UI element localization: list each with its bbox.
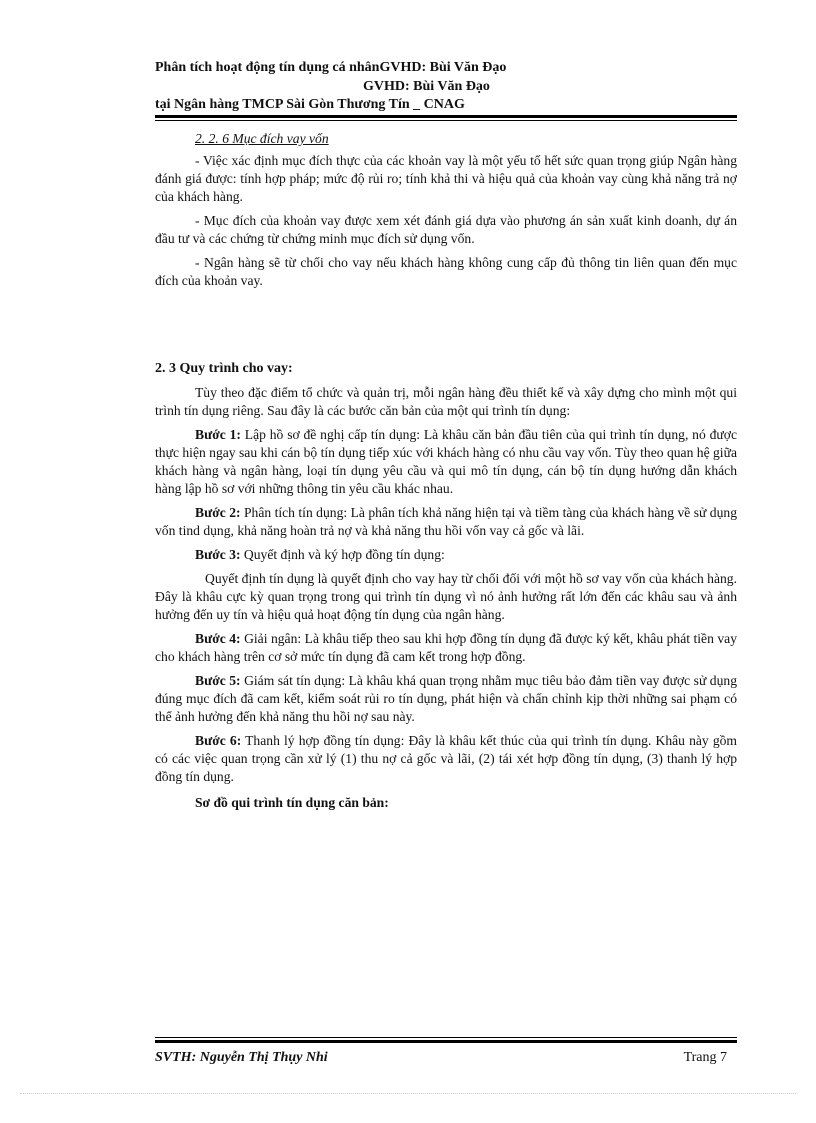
header-title-line1: Phân tích hoạt động tín dụng cá nhânGVHD: Bùi Văn Đạo — [155, 60, 507, 75]
step-text: Giải ngân: Là khâu tiếp theo sau khi hợp đồng tín dụng đã được ký kết, khâu phát tiền vay cho khách hàng trên cơ sở mức tín dụng đã cam kết trong hợp đồng. — [155, 631, 737, 664]
step-text: Phân tích tín dụng: Là phân tích khả năng hiện tại và tiềm tàng của khách hàng về sử dụng vốn tind dụng, khả năng hoàn trả nợ và khả năng thu hồi vốn vay cả gốc và lãi. — [155, 505, 737, 538]
content-23 — [155, 360, 737, 812]
section-title: 2. 3 Quy trình cho vay: — [155, 361, 293, 376]
step-label: Bước 6: — [195, 733, 242, 748]
step-3 — [155, 546, 737, 564]
step-6 — [155, 732, 737, 786]
step-label: Bước 1: — [195, 427, 241, 442]
step-4 — [155, 630, 737, 666]
paragraph: - Ngân hàng sẽ từ chối cho vay nếu khách hàng không cung cấp đủ thông tin liên quan đến mục đích của khoản vay. — [155, 255, 737, 288]
step-1 — [155, 426, 737, 498]
step-text: Lập hồ sơ đề nghị cấp tín dụng: Là khâu căn bản đầu tiên của qui trình tín dụng, nó được thực hiện ngay sau khi cán bộ tín dụng tiếp xúc với khách hàng có nhu cầu vay vốn. Tùy theo quan hệ giữa khách hàng và ngân hàng, loại tín dụng yêu cầu và qui mô tín dụng, cán bộ tín dụng hướng dẫn khách hàng lập hồ sơ với những thông tin yêu cầu khác nhau. — [155, 427, 737, 496]
step-text: Quyết định và ký hợp đồng tín dụng: — [240, 547, 445, 562]
page-number: Trang 7 — [683, 1050, 727, 1065]
step-label: Bước 2: — [195, 505, 241, 520]
content-226 — [155, 130, 737, 290]
step-2 — [155, 504, 737, 540]
header-title-line2: tại Ngân hàng TMCP Sài Gòn Thương Tín _ CNAG — [155, 97, 465, 112]
step-text: Thanh lý hợp đồng tín dụng: Đây là khâu kết thúc của qui trình tín dụng. Khâu này gồm có các việc quan trọng cần xử lý (1) thu nợ cả gốc và lãi, (2) tái xét hợp đồng tín dụng, (3) thanh lý hợp đồng tín dụng. — [155, 733, 738, 784]
step-text: Giám sát tín dụng: Là khâu khá quan trọng nhằm mục tiêu bảo đảm tiền vay được sử dụng đúng mục đích đã cam kết, kiểm soát rủi ro tín dụng, phát hiện và chấn chỉnh kịp thời những sai phạm có thể ảnh hưởng đến khả năng thu hồi nợ sau này. — [155, 673, 737, 724]
paragraph: - Mục đích của khoản vay được xem xét đánh giá dựa vào phương án sản xuất kinh doanh, dự án đầu tư và các chứng từ chứng minh mục đích sử dụng vốn. — [155, 213, 737, 246]
diagram-title: Sơ đồ qui trình tín dụng căn bản: — [195, 795, 389, 810]
paragraph: - Việc xác định mục đích thực của các khoản vay là một yếu tố hết sức quan trọng giúp Ngân hàng đánh giá được: tính hợp pháp; mức độ rủi ro; tính khả thi và hiệu quả của khoản vay cùng khả năng trả nợ của khách hàng. — [155, 153, 737, 204]
page-bottom-divider — [20, 1093, 796, 1094]
step-label: Bước 3: — [195, 547, 241, 562]
header-rule-thick — [155, 115, 737, 118]
step-3-detail: Quyết định tín dụng là quyết định cho vay hay từ chối đối với một hồ sơ vay vốn của khách hàng. Đây là khâu cực kỳ quan trọng trong qui trình tín dụng vì nó ảnh hưởng rất lớn đến các khâu sau và ảnh hưởng đến uy tín và hiệu quả hoạt động tín dụng của ngân hàng. — [155, 571, 737, 622]
footer-author: SVTH: Nguyễn Thị Thụy Nhi — [155, 1050, 328, 1065]
subsection-title: 2. 2. 6 Mục đích vay vốn — [195, 131, 329, 146]
step-label: Bước 4: — [195, 631, 241, 646]
paragraph-intro: Tùy theo đặc điểm tổ chức và quản trị, mỗi ngân hàng đều thiết kế và xây dựng cho mình một qui trình tín dụng riêng. Sau đây là các bước căn bản của một qui trình tín dụng: — [155, 385, 737, 418]
footer-rule-thin — [155, 1037, 737, 1038]
header-rule-thin — [155, 120, 737, 121]
header-advisor: GVHD: Bùi Văn Đạo — [363, 79, 490, 94]
footer-rule-thick — [155, 1040, 737, 1043]
step-5 — [155, 672, 737, 726]
step-label: Bước 5: — [195, 673, 241, 688]
